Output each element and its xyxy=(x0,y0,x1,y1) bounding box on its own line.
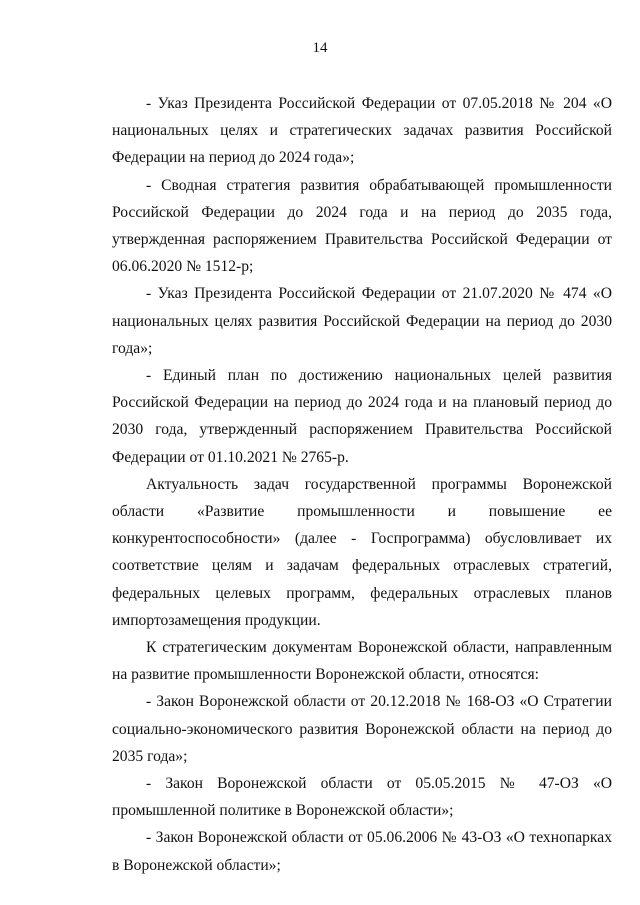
paragraph-program-relevance: Актуальность задач государственной программы Воронежской области «Развитие промышленности и повышение ее конкурентоспособности» (далее - Госпрограмма) обусловливает их соответствие целям и задачам федеральных отраслевых стратегий, федеральных целевых программ, федеральных отраслевых планов импортозамещения продукции. xyxy=(112,475,612,629)
paragraph-law-43: - Закон Воронежской области от 05.06.2006 № 43-ОЗ «О технопарках в Воронежской области»; xyxy=(112,829,612,874)
paragraph-unified-plan: - Единый план по достижению национальных целей развития Российской Федерации на период до 2024 года и на плановый период до 2030 года, утвержденный распоряжением Правительства Российской Федерации от 01.10.2021 № 2765-р. xyxy=(112,367,612,466)
paragraph-law-168: - Закон Воронежской области от 20.12.2018 № 168-ОЗ «О Стратегии социально-экономического развития Воронежской области на период до 2035 года»; xyxy=(112,693,612,765)
paragraph-regional-documents-intro: К стратегическим документам Воронежской области, направленным на развитие промышленности Воронежской области, относятся: xyxy=(112,639,612,684)
paragraph-decree-204: - Указ Президента Российской Федерации от 07.05.2018 № 204 «О национальных целях и стратегических задачах развития Российской Федерации на период до 2024 года»; xyxy=(112,95,612,167)
paragraph-manufacturing-strategy: - Сводная стратегия развития обрабатывающей промышленности Российской Федерации до 2024 года и на период до 2035 года, утвержденная распоряжением Правительства Российской Федерации от 06.06.2020 № 1512-р; xyxy=(112,176,612,276)
paragraph-law-47: - Закон Воронежской области от 05.05.2015 № 47-ОЗ «О промышленной политике в Воронежской области»; xyxy=(112,775,612,820)
page-number: 14 xyxy=(312,40,328,56)
document-body xyxy=(112,90,612,879)
paragraph-decree-474: - Указ Президента Российской Федерации от 21.07.2020 № 474 «О национальных целях развития Российской Федерации на период до 2030 года»; xyxy=(112,285,612,357)
